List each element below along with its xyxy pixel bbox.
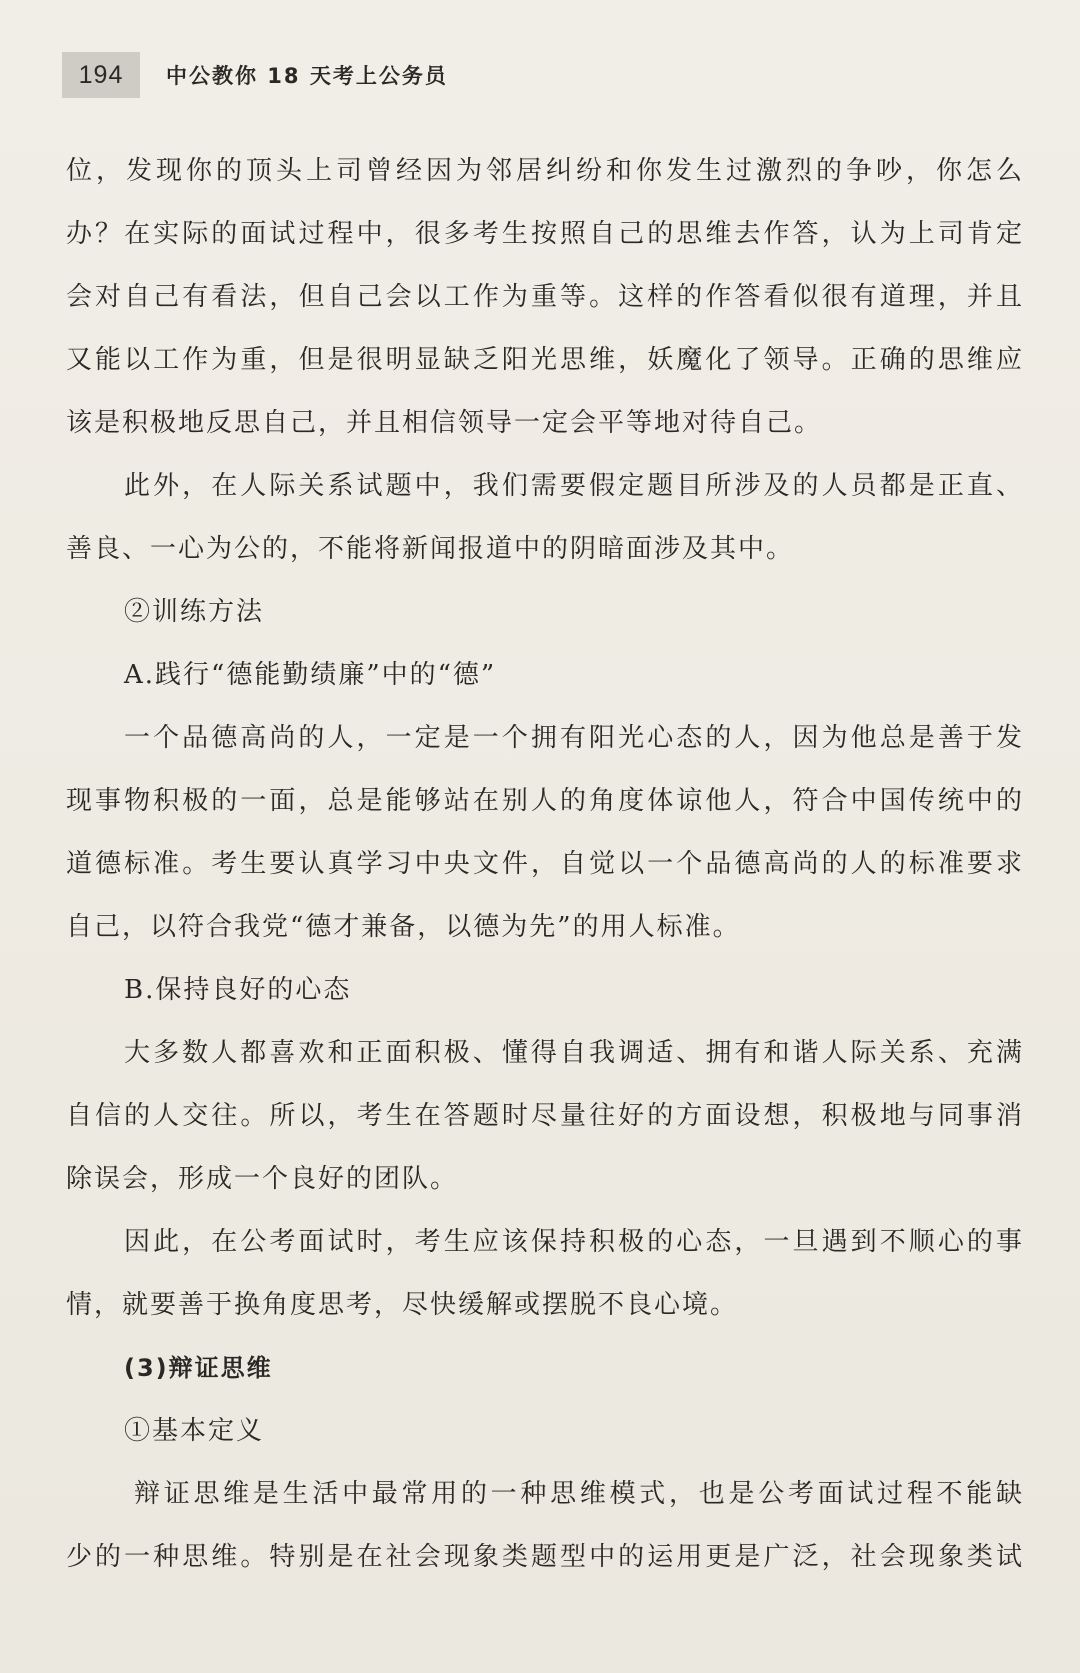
paragraph-first-line: 一个品德高尚的人，一定是一个拥有阳光心态的人，因为他总是善于发 — [124, 723, 1024, 753]
body-line: 自信的人交往。所以，考生在答题时尽量往好的方面设想，积极地与同事消 — [66, 1101, 1024, 1131]
body-line: 现事物积极的一面，总是能够站在别人的角度体谅他人，符合中国传统中的 — [66, 786, 1024, 816]
body-line: 自己，以符合我党“德才兼备，以德为先”的用人标准。 — [66, 912, 741, 942]
page-header — [62, 52, 448, 98]
body-line: 办？在实际的面试过程中，很多考生按照自己的思维去作答，认为上司肯定 — [66, 219, 1024, 249]
subheading-a: A.践行“德能勤绩廉”中的“德” — [124, 660, 497, 690]
body-line: 少的一种思维。特别是在社会现象类题型中的运用更是广泛，社会现象类试 — [66, 1542, 1024, 1572]
subheading-training-method: ②训练方法 — [124, 597, 265, 627]
body-line: 善良、一心为公的，不能将新闻报道中的阴暗面涉及其中。 — [66, 534, 795, 564]
body-line: 又能以工作为重，但是很明显缺乏阳光思维，妖魔化了领导。正确的思维应 — [66, 345, 1024, 375]
subheading-basic-definition: ①基本定义 — [124, 1416, 265, 1446]
body-line: 该是积极地反思自己，并且相信领导一定会平等地对待自己。 — [66, 408, 823, 438]
body-line: 会对自己有看法，但自己会以工作为重等。这样的作答看似很有道理，并且 — [66, 282, 1024, 312]
subheading-b: B.保持良好的心态 — [124, 975, 352, 1005]
body-line: 位，发现你的顶头上司曾经因为邻居纠纷和你发生过激烈的争吵，你怎么 — [66, 156, 1024, 186]
body-line: 情，就要善于换角度思考，尽快缓解或摆脱不良心境。 — [66, 1290, 739, 1320]
section-heading-dialectical: (3)辩证思维 — [124, 1354, 273, 1382]
running-title: 中公教你 18 天考上公务员 — [166, 64, 448, 88]
paragraph-first-line: 辩证思维是生活中最常用的一种思维模式，也是公考面试过程不能缺 — [134, 1479, 1024, 1509]
paragraph-first-line: 大多数人都喜欢和正面积极、懂得自我调适、拥有和谐人际关系、充满 — [124, 1038, 1024, 1068]
page-number: 194 — [62, 52, 140, 98]
body-line: 除误会，形成一个良好的团队。 — [66, 1164, 459, 1194]
paragraph-first-line: 因此，在公考面试时，考生应该保持积极的心态，一旦遇到不顺心的事 — [124, 1227, 1024, 1257]
paragraph-first-line: 此外，在人际关系试题中，我们需要假定题目所涉及的人员都是正直、 — [124, 471, 1024, 501]
body-line: 道德标准。考生要认真学习中央文件，自觉以一个品德高尚的人的标准要求 — [66, 849, 1024, 879]
